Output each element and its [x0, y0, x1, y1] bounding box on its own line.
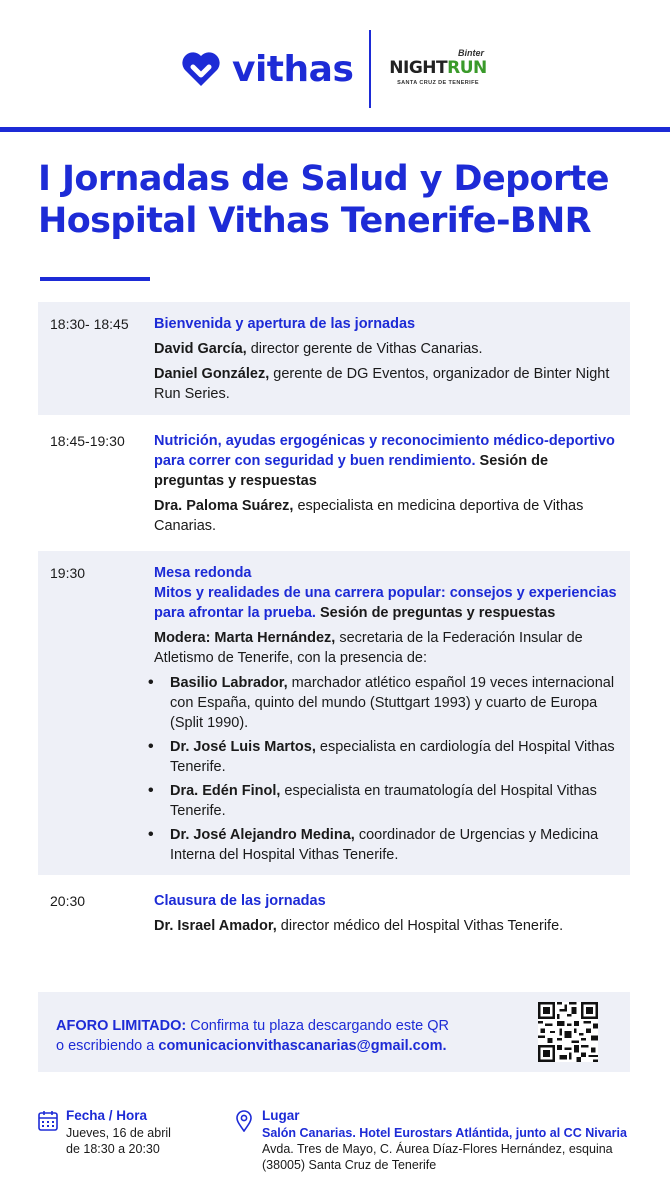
address-line-2: (38005) Santa Cruz de Tenerife — [262, 1158, 437, 1172]
list-item: • Dr. José Alejandro Medina, coordinador de Urgencias y Medicina Interna del Hospital Vithas Tenerife. — [154, 825, 620, 865]
address-line-1: Avda. Tres de Mayo, C. Áurea Díaz-Flores Hernández, esquina — [262, 1142, 613, 1156]
registration-text: AFORO LIMITADO: Confirma tu plaza descargando este QR o escribiendo a comunicacionvithascanarias@gmail.com. — [56, 1018, 449, 1054]
location-block — [234, 1108, 634, 1173]
night-run-logo — [388, 48, 488, 86]
title-line-1: I Jornadas de Salud y Deporte — [38, 159, 609, 199]
calendar-icon — [38, 1110, 58, 1132]
page-title — [38, 158, 638, 242]
aforo-label: AFORO LIMITADO: — [56, 1018, 187, 1034]
speaker: David García, director gerente de Vithas Canarias. — [154, 341, 483, 357]
logo-divider — [369, 30, 371, 108]
night-run-city: SANTA CRUZ DE TENERIFE — [397, 80, 479, 86]
night-run-wordmark: NIGHTRUN — [389, 58, 487, 78]
date-line: Jueves, 16 de abril — [66, 1126, 171, 1140]
agenda-heading: Clausura de las jornadas — [154, 893, 326, 909]
agenda-time: 20:30 — [50, 893, 86, 909]
speaker: Daniel González, gerente de DG Eventos, organizador de Binter Night Run Series. — [154, 366, 610, 402]
list-item: • Dra. Edén Finol, especialista en traumatología del Hospital Vithas Tenerife. — [154, 781, 620, 821]
date-heading: Fecha / Hora — [66, 1108, 148, 1123]
location-pin-icon — [234, 1110, 254, 1132]
agenda-time: 19:30 — [50, 565, 86, 581]
list-item: • Dr. José Luis Martos, especialista en cardiología del Hospital Vithas Tenerife. — [154, 737, 620, 777]
speaker: Dra. Paloma Suárez, especialista en medicina deportiva de Vithas Canarias. — [154, 498, 584, 534]
agenda-body — [154, 563, 620, 869]
agenda-row-round-table — [38, 551, 630, 875]
vithas-logo — [180, 48, 353, 90]
agenda-row-nutrition — [38, 419, 630, 547]
agenda-heading: Bienvenida y apertura de las jornadas — [154, 316, 416, 332]
binter-label: Binter — [457, 48, 484, 58]
agenda-body — [154, 431, 620, 541]
header-bar — [0, 127, 670, 132]
contact-email-link[interactable]: comunicacionvithascanarias@gmail.com. — [158, 1038, 447, 1054]
list-item: • Basilio Labrador, marchador atlético español 19 veces internacional con España, quinto del mundo (Stuttgart 1993) y cuarto de Europa (Split 1990). — [154, 673, 620, 733]
agenda-time: 18:30- 18:45 — [50, 316, 129, 332]
agenda-subheading: Mitos y realidades de una carrera popular: consejos y experiencias para afrontar la prueba. Sesión de preguntas y respuestas — [154, 585, 617, 621]
date-time-block — [38, 1108, 228, 1157]
registration-box — [38, 992, 630, 1072]
agenda-heading: Nutrición, ayudas ergogénicas y reconocimiento médico-deportivo para correr con seguridad y buen rendimiento. Sesión de preguntas y respuestas — [154, 433, 615, 489]
header — [0, 0, 670, 128]
moderator: Modera: Marta Hernández, secretaria de la Federación Insular de Atletismo de Tenerife, con la presencia de: — [154, 630, 583, 666]
vithas-heart-icon — [180, 48, 222, 90]
title-line-2: Hospital Vithas Tenerife-BNR — [38, 201, 591, 241]
location-heading: Lugar — [262, 1108, 300, 1123]
agenda-body — [154, 891, 620, 941]
time-line: de 18:30 a 20:30 — [66, 1142, 160, 1156]
agenda-body — [154, 314, 620, 409]
title-underline — [40, 277, 150, 281]
vithas-wordmark: vithas — [232, 48, 354, 90]
agenda-heading: Mesa redonda — [154, 565, 252, 581]
qr-code-icon[interactable] — [538, 1002, 598, 1062]
agenda-row-opening — [38, 302, 630, 415]
speaker: Dr. Israel Amador, director médico del Hospital Vithas Tenerife. — [154, 918, 564, 934]
agenda-time: 18:45-19:30 — [50, 433, 125, 449]
agenda-row-closing — [38, 879, 630, 947]
panelist-list — [154, 673, 620, 865]
venue-name: Salón Canarias. Hotel Eurostars Atlántida, junto al CC Nivaria — [262, 1126, 627, 1140]
agenda — [38, 302, 630, 951]
